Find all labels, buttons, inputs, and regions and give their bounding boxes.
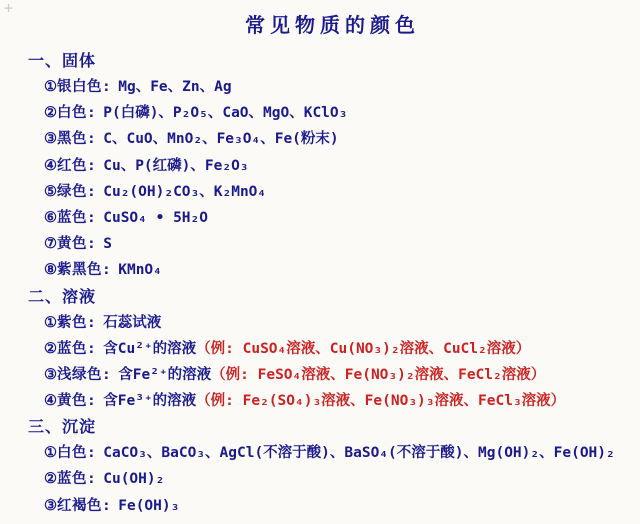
item-substances: KMnO₄ <box>118 262 162 279</box>
list-item <box>28 440 632 466</box>
item-example-red: （例: CuSO₄溶液、Cu(NO₃)₂溶液、CuCl₂溶液） <box>196 340 531 357</box>
item-substances: Cu、P(红磷)、Fe₂O₃ <box>103 157 249 174</box>
section-heading: 一、固体 <box>28 51 97 70</box>
item-substances: Mg、Fe、Zn、Ag <box>118 79 232 95</box>
list-item <box>28 74 632 100</box>
list-item <box>28 153 632 179</box>
item-color-label: 红色: <box>57 157 97 174</box>
item-number: ① <box>44 79 57 95</box>
item-number: ① <box>44 314 57 331</box>
list-item <box>28 257 632 283</box>
list-item <box>28 388 632 414</box>
plus-icon: + <box>4 0 14 17</box>
item-substances: S <box>103 236 112 253</box>
item-color-label: 紫黑色: <box>57 262 112 279</box>
item-substances: 含Fe³⁺的溶液 <box>103 393 197 410</box>
item-color-label: 绿色: <box>57 183 97 200</box>
item-substances: Fe(OH)₃ <box>118 497 180 514</box>
item-color-label: 红褐色: <box>57 497 112 514</box>
item-color-label: 银白色: <box>57 79 112 95</box>
list-item <box>28 126 632 152</box>
sections-container <box>28 48 632 519</box>
item-color-label: 蓝色: <box>57 471 97 488</box>
item-example-red: （例: FeSO₄溶液、Fe(NO₃)₂溶液、FeCl₂溶液） <box>211 366 546 383</box>
section-items <box>28 74 632 284</box>
item-color-label: 白色: <box>57 105 97 122</box>
page-title: 常见物质的颜色 <box>245 13 420 37</box>
item-substances: CuSO₄ • 5H₂O <box>103 209 208 226</box>
item-substances: P(白磷)、P₂O₅、CaO、MgO、KClO₃ <box>103 105 348 122</box>
list-item <box>28 205 632 231</box>
item-number: ⑤ <box>44 183 57 200</box>
list-item <box>28 336 632 362</box>
item-substances: 石蕊试液 <box>103 314 162 331</box>
section-items <box>28 440 632 519</box>
item-substances: C、CuO、MnO₂、Fe₃O₄、Fe(粉末) <box>103 131 339 148</box>
section-heading: 三、沉淀 <box>28 417 97 437</box>
item-color-label: 蓝色: <box>57 209 97 226</box>
list-item <box>28 362 632 388</box>
item-number: ④ <box>44 393 57 410</box>
item-substances: Cu₂(OH)₂CO₃、K₂MnO₄ <box>103 183 267 200</box>
item-number: ⑦ <box>44 236 57 253</box>
item-number: ④ <box>44 157 57 174</box>
list-item <box>28 493 632 519</box>
item-number: ② <box>44 105 57 122</box>
item-color-label: 蓝色: <box>57 340 97 357</box>
section <box>28 414 632 519</box>
list-item <box>28 231 632 257</box>
section <box>28 48 632 284</box>
item-number: ③ <box>44 131 57 148</box>
item-color-label: 紫色: <box>57 314 97 331</box>
section <box>28 284 632 415</box>
section-heading: 二、溶液 <box>28 286 97 306</box>
item-color-label: 浅绿色: <box>57 366 112 383</box>
item-number: ① <box>44 445 57 462</box>
section-items <box>28 310 632 415</box>
list-item <box>28 466 632 492</box>
list-item <box>28 310 632 336</box>
item-substances: 含Fe²⁺的溶液 <box>118 366 212 383</box>
item-number: ⑧ <box>44 262 57 279</box>
item-number: ③ <box>44 497 57 514</box>
item-number: ② <box>44 340 57 357</box>
list-item <box>28 179 632 205</box>
item-example-red: （例: Fe₂(SO₄)₃溶液、Fe(NO₃)₃溶液、FeCl₃溶液） <box>196 393 566 410</box>
list-item <box>28 100 632 126</box>
item-substances: CaCO₃、BaCO₃、AgCl(不溶于酸)、BaSO₄(不溶于酸)、Mg(OH)₂、Fe(OH)₂ <box>103 445 615 462</box>
item-number: ② <box>44 471 57 488</box>
item-color-label: 白色: <box>57 445 97 462</box>
item-number: ③ <box>44 366 57 383</box>
item-substances: 含Cu²⁺的溶液 <box>103 340 197 357</box>
item-color-label: 黑色: <box>57 131 97 148</box>
item-number: ⑥ <box>44 209 57 226</box>
item-color-label: 黄色: <box>57 393 97 410</box>
item-color-label: 黄色: <box>57 236 97 253</box>
item-substances: Cu(OH)₂ <box>103 471 165 488</box>
